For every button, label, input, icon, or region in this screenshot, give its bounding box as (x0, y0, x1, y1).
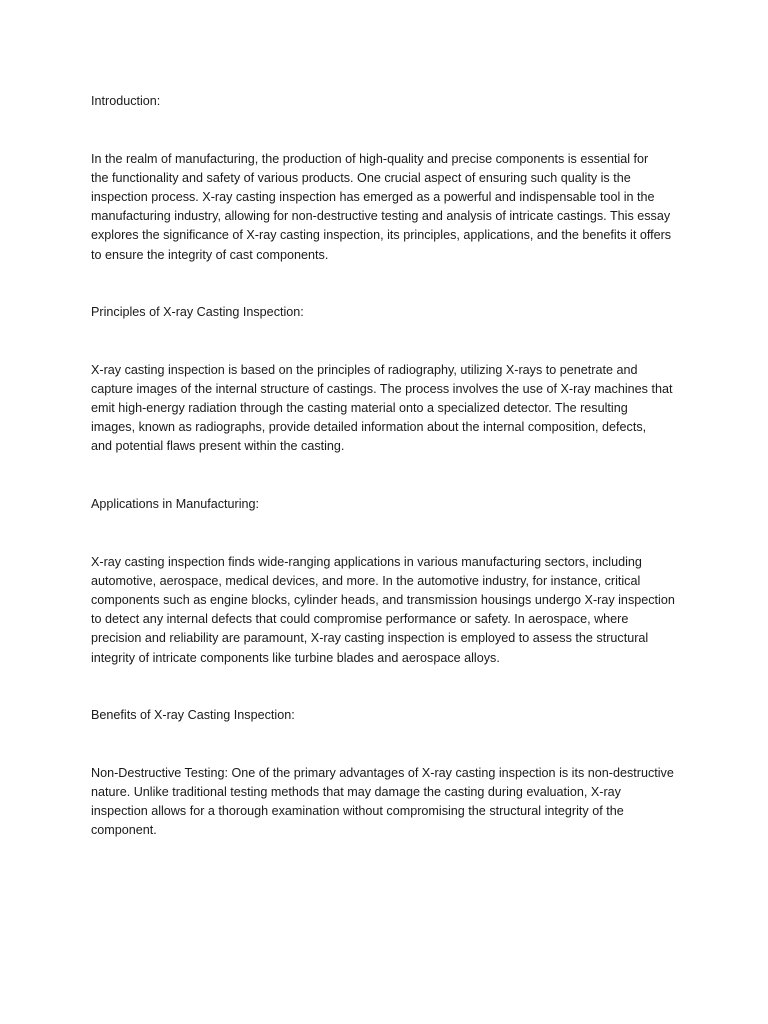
text-line: inspection allows for a thorough examination without compromising the structural integrity of the (91, 804, 624, 819)
text-line: and potential flaws present within the casting. (91, 439, 345, 454)
text-line: X-ray casting inspection is based on the principles of radiography, utilizing X-rays to penetrate and (91, 362, 638, 377)
text-line: to detect any internal defects that could compromise performance or safety. In aerospace, where (91, 612, 629, 627)
section-heading-introduction: Introduction: (91, 94, 161, 108)
spacer (91, 725, 681, 763)
text-line: emit high-energy radiation through the casting material onto a specialized detector. The resulting (91, 401, 628, 416)
section-heading-benefits: Benefits of X-ray Casting Inspection: (91, 708, 295, 723)
text-line: inspection process. X-ray casting inspection has emerged as a powerful and indispensable tool in the (91, 189, 655, 204)
document-body (91, 92, 681, 840)
text-line: capture images of the internal structure of castings. The process involves the use of X-ray machines that (91, 381, 673, 396)
text-line: Non-Destructive Testing: One of the primary advantages of X-ray casting inspection is its non-destructive (91, 765, 674, 780)
text-line: In the realm of manufacturing, the production of high-quality and precise components is essential for (91, 151, 649, 166)
spacer (91, 265, 681, 303)
paragraph-applications (91, 553, 681, 668)
spacer (91, 457, 681, 495)
text-line: nature. Unlike traditional testing methods that may damage the casting during evaluation, X-ray (91, 784, 621, 799)
spacer (91, 322, 681, 360)
text-line: to ensure the integrity of cast components. (91, 247, 329, 262)
section-heading-applications: Applications in Manufacturing: (91, 497, 260, 511)
text-line: automotive, aerospace, medical devices, and more. In the automotive industry, for instance, critical (91, 573, 641, 588)
paragraph-principles (91, 361, 681, 457)
text-line: X-ray casting inspection finds wide-ranging applications in various manufacturing sectors, including (91, 554, 642, 569)
paragraph-benefits (91, 764, 681, 841)
text-line: manufacturing industry, allowing for non-destructive testing and analysis of intricate castings. This essay (91, 209, 671, 224)
text-line: integrity of intricate components like turbine blades and aerospace alloys. (91, 650, 500, 665)
text-line: images, known as radiographs, provide detailed information about the internal composition, defects, (91, 420, 647, 435)
paragraph-introduction (91, 150, 681, 265)
spacer (91, 514, 681, 552)
text-line: components such as engine blocks, cylinder heads, and transmission housings undergo X-ray inspection (91, 592, 675, 607)
section-heading-principles: Principles of X-ray Casting Inspection: (91, 305, 304, 320)
text-line: explores the significance of X-ray casting inspection, its principles, applications, and the benefits it offers (91, 228, 672, 243)
text-line: the functionality and safety of various products. One crucial aspect of ensuring such quality is the (91, 170, 631, 185)
spacer (91, 668, 681, 706)
spacer (91, 111, 681, 149)
text-line: precision and reliability are paramount, X-ray casting inspection is employed to assess the structural (91, 631, 649, 646)
text-line: component. (91, 823, 157, 838)
